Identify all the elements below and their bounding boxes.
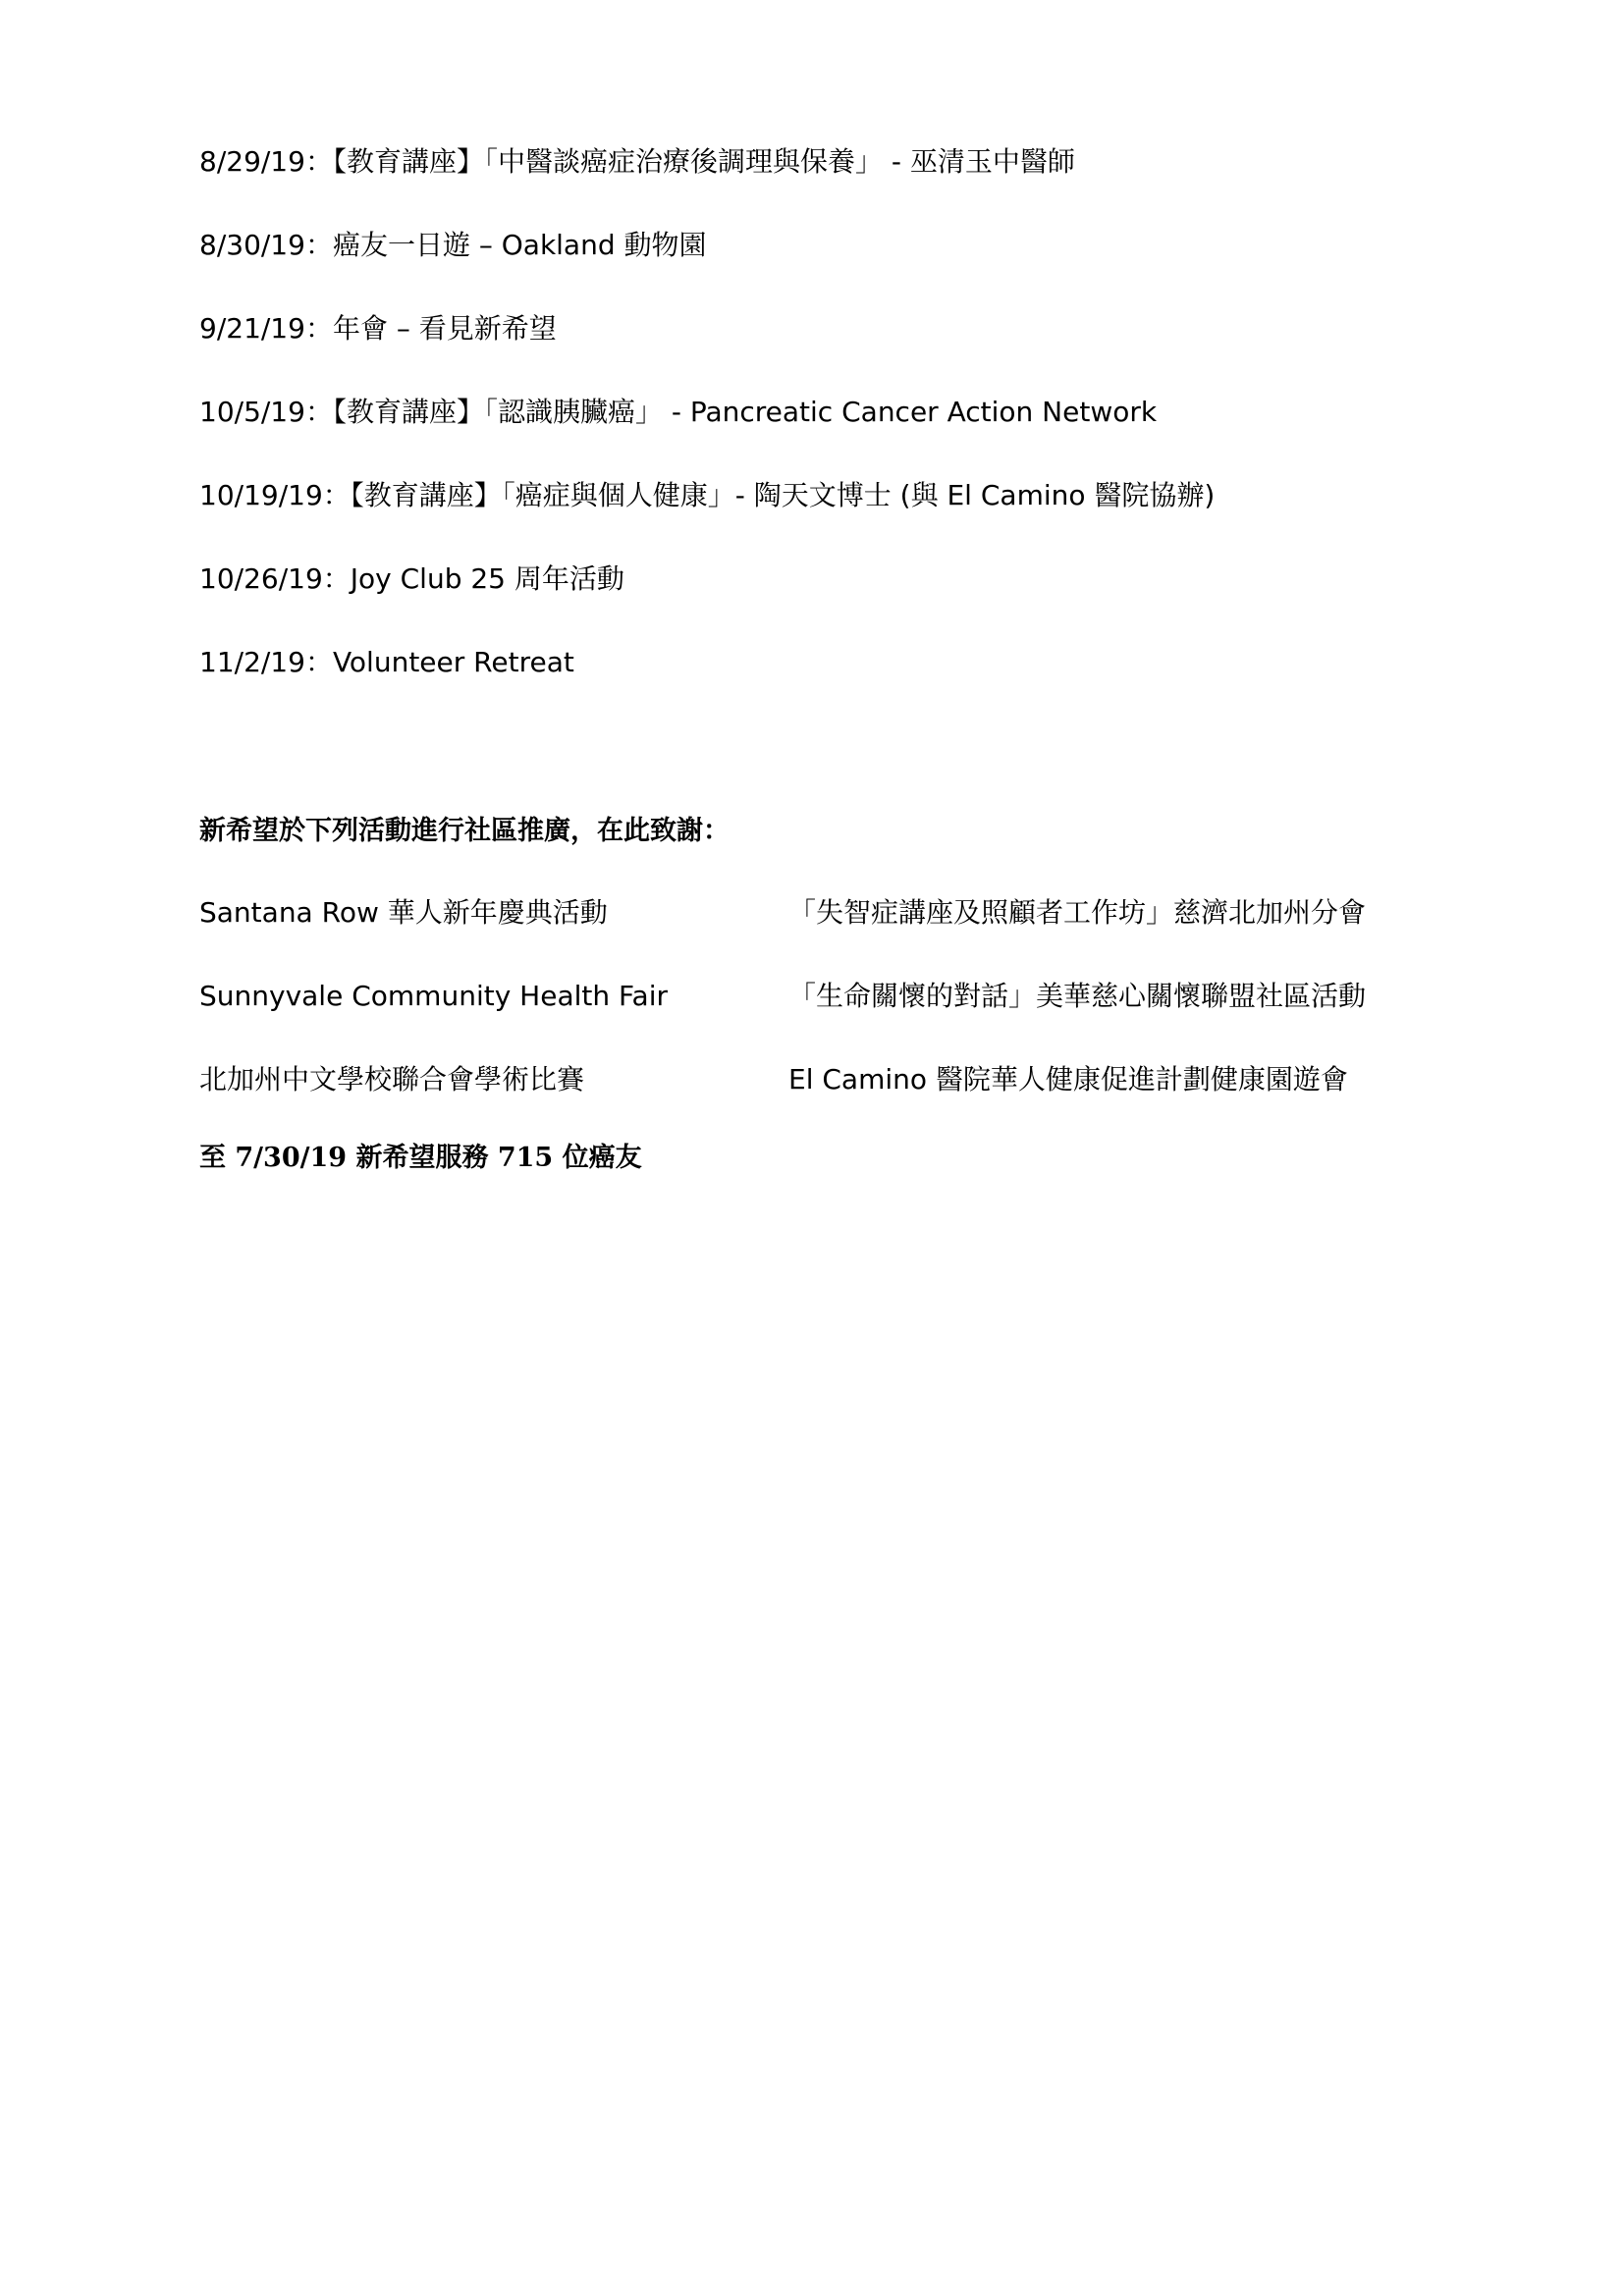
event-item: 8/29/19：【教育講座】「中醫談癌症治療後調理與保養」 - 巫清玉中醫師 [199,145,1075,178]
outreach-list [199,893,1427,1144]
service-summary: 至 7/30/19 新希望服務 715 位癌友 [199,1143,642,1173]
outreach-right: 「生命關懷的對話」美華慈心關懷聯盟社區活動 [788,980,1367,1012]
event-item: 10/19/19：【教育講座】「癌症與個人健康」- 陶天文博士 (與 El Camino 醫院協辦) [199,479,1216,511]
event-item: 8/30/19：癌友一日遊 – Oakland 動物園 [199,229,707,261]
outreach-left: Santana Row 華人新年慶典活動 [199,896,608,929]
thanks-heading: 新希望於下列活動進行社區推廣，在此致謝： [199,816,730,846]
event-item: 10/5/19：【教育講座】「認識胰臟癌」 - Pancreatic Cancer Action Network [199,396,1158,428]
event-item: 10/26/19：Joy Club 25 周年活動 [199,562,624,595]
outreach-left: Sunnyvale Community Health Fair [199,980,668,1012]
event-list [199,142,1476,726]
outreach-right: 「失智症講座及照顧者工作坊」慈濟北加州分會 [788,896,1367,929]
outreach-row [199,1060,1427,1144]
outreach-left: 北加州中文學校聯合會學術比賽 [199,1063,585,1095]
outreach-right: El Camino 醫院華人健康促進計劃健康園遊會 [788,1063,1348,1095]
outreach-row [199,977,1427,1060]
event-item: 11/2/19：Volunteer Retreat [199,646,574,678]
event-item: 9/21/19：年會 – 看見新希望 [199,312,557,345]
outreach-row [199,893,1427,977]
